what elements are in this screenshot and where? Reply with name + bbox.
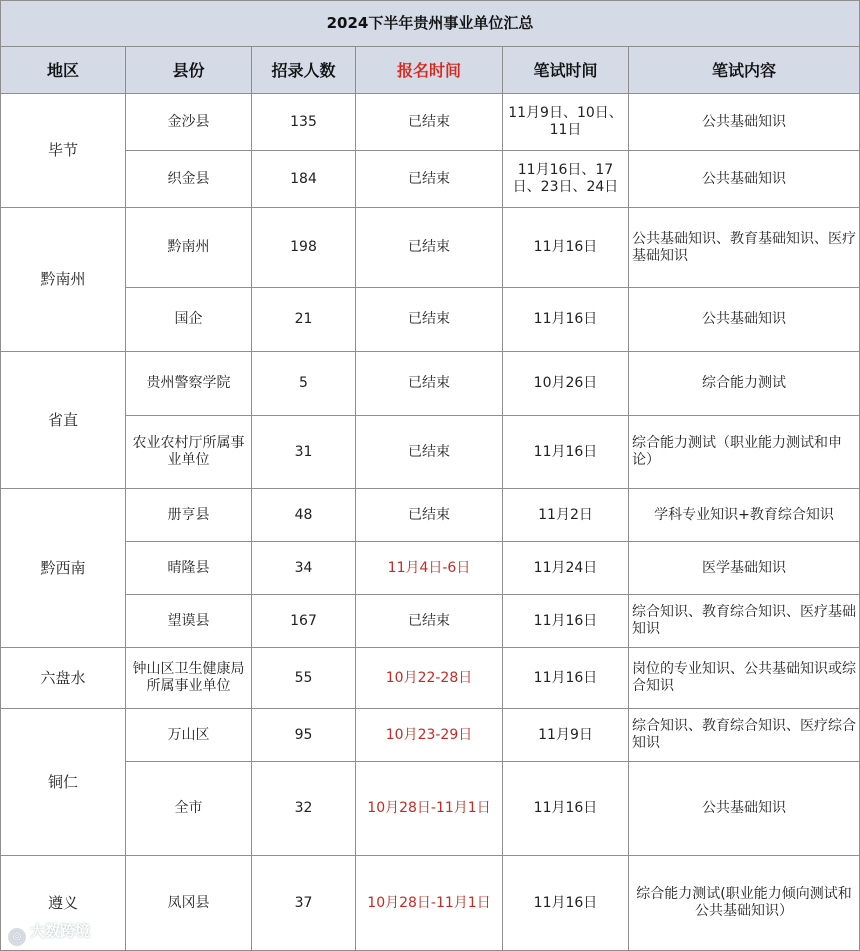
count-cell: 55	[252, 648, 356, 709]
signup-cell: 10月22-28日	[356, 648, 503, 709]
exam-time-cell: 11月16日	[503, 762, 629, 856]
table-row	[1, 489, 860, 542]
count-cell: 198	[252, 208, 356, 288]
exam-time-cell: 11月16日	[503, 416, 629, 489]
signup-cell: 已结束	[356, 416, 503, 489]
table-row	[1, 542, 860, 595]
region-cell: 黔西南	[1, 489, 126, 648]
table-row	[1, 648, 860, 709]
county-cell: 册亨县	[126, 489, 252, 542]
exam-content-cell: 公共基础知识	[629, 94, 860, 151]
county-cell: 万山区	[126, 709, 252, 762]
signup-cell: 已结束	[356, 595, 503, 648]
county-cell: 晴隆县	[126, 542, 252, 595]
county-cell: 国企	[126, 288, 252, 352]
exam-content-cell: 公共基础知识	[629, 288, 860, 352]
signup-cell: 已结束	[356, 94, 503, 151]
exam-time-cell: 11月9日、10日、11日	[503, 94, 629, 151]
county-cell: 农业农村厅所属事业单位	[126, 416, 252, 489]
exam-content-cell: 综合知识、教育综合知识、医疗综合知识	[629, 709, 860, 762]
table-row	[1, 762, 860, 856]
region-cell: 毕节	[1, 94, 126, 208]
count-cell: 135	[252, 94, 356, 151]
exam-time-cell: 11月2日	[503, 489, 629, 542]
exam-content-cell: 医学基础知识	[629, 542, 860, 595]
county-cell: 织金县	[126, 151, 252, 208]
count-cell: 37	[252, 856, 356, 951]
exam-content-cell: 公共基础知识	[629, 151, 860, 208]
exam-time-cell: 10月26日	[503, 352, 629, 416]
signup-cell: 已结束	[356, 489, 503, 542]
col-header-region: 地区	[1, 47, 126, 94]
region-cell: 黔南州	[1, 208, 126, 352]
count-cell: 21	[252, 288, 356, 352]
county-cell: 全市	[126, 762, 252, 856]
signup-cell: 已结束	[356, 208, 503, 288]
region-cell: 铜仁	[1, 709, 126, 856]
count-cell: 5	[252, 352, 356, 416]
brand-icon: ◎	[8, 928, 26, 946]
col-header-exam-time: 笔试时间	[503, 47, 629, 94]
exam-time-cell: 11月9日	[503, 709, 629, 762]
signup-cell: 已结束	[356, 151, 503, 208]
exam-content-cell: 岗位的专业知识、公共基础知识或综合知识	[629, 648, 860, 709]
county-cell: 黔南州	[126, 208, 252, 288]
table-row	[1, 416, 860, 489]
signup-cell: 已结束	[356, 288, 503, 352]
county-cell: 金沙县	[126, 94, 252, 151]
table-row	[1, 288, 860, 352]
signup-cell: 10月28日-11月1日	[356, 762, 503, 856]
region-cell: 省直	[1, 352, 126, 489]
exam-content-cell: 公共基础知识、教育基础知识、医疗基础知识	[629, 208, 860, 288]
watermark-text: 大数跨境	[30, 922, 91, 940]
exam-content-cell: 综合能力测试	[629, 352, 860, 416]
exam-content-cell: 公共基础知识	[629, 762, 860, 856]
exam-content-cell: 综合知识、教育综合知识、医疗基础知识	[629, 595, 860, 648]
table-row	[1, 352, 860, 416]
exam-content-cell: 综合能力测试（职业能力测试和申论）	[629, 416, 860, 489]
table-row	[1, 151, 860, 208]
table-row	[1, 595, 860, 648]
count-cell: 48	[252, 489, 356, 542]
table-title: 2024下半年贵州事业单位汇总	[1, 1, 860, 47]
exam-time-cell: 11月16日	[503, 648, 629, 709]
county-cell: 凤冈县	[126, 856, 252, 951]
count-cell: 32	[252, 762, 356, 856]
count-cell: 34	[252, 542, 356, 595]
signup-cell: 10月28日-11月1日	[356, 856, 503, 951]
table-row	[1, 709, 860, 762]
count-cell: 95	[252, 709, 356, 762]
table-row	[1, 94, 860, 151]
county-cell: 钟山区卫生健康局所属事业单位	[126, 648, 252, 709]
exam-time-cell: 11月24日	[503, 542, 629, 595]
col-header-exam-content: 笔试内容	[629, 47, 860, 94]
region-cell: 遵义	[1, 856, 126, 951]
exam-time-cell: 11月16日	[503, 595, 629, 648]
col-header-count: 招录人数	[252, 47, 356, 94]
col-header-county: 县份	[126, 47, 252, 94]
county-cell: 望谟县	[126, 595, 252, 648]
exam-time-cell: 11月16日	[503, 208, 629, 288]
county-cell: 贵州警察学院	[126, 352, 252, 416]
signup-cell: 10月23-29日	[356, 709, 503, 762]
exam-time-cell: 11月16日、17日、23日、24日	[503, 151, 629, 208]
count-cell: 31	[252, 416, 356, 489]
table-row	[1, 856, 860, 951]
region-cell: 六盘水	[1, 648, 126, 709]
exam-time-cell: 11月16日	[503, 856, 629, 951]
table-row	[1, 208, 860, 288]
signup-cell: 11月4日-6日	[356, 542, 503, 595]
exam-content-cell: 学科专业知识+教育综合知识	[629, 489, 860, 542]
exam-content-cell: 综合能力测试(职业能力倾向测试和公共基础知识）	[629, 856, 860, 951]
watermark-logo	[8, 920, 90, 946]
count-cell: 167	[252, 595, 356, 648]
col-header-signup: 报名时间	[356, 47, 503, 94]
signup-cell: 已结束	[356, 352, 503, 416]
exam-time-cell: 11月16日	[503, 288, 629, 352]
count-cell: 184	[252, 151, 356, 208]
